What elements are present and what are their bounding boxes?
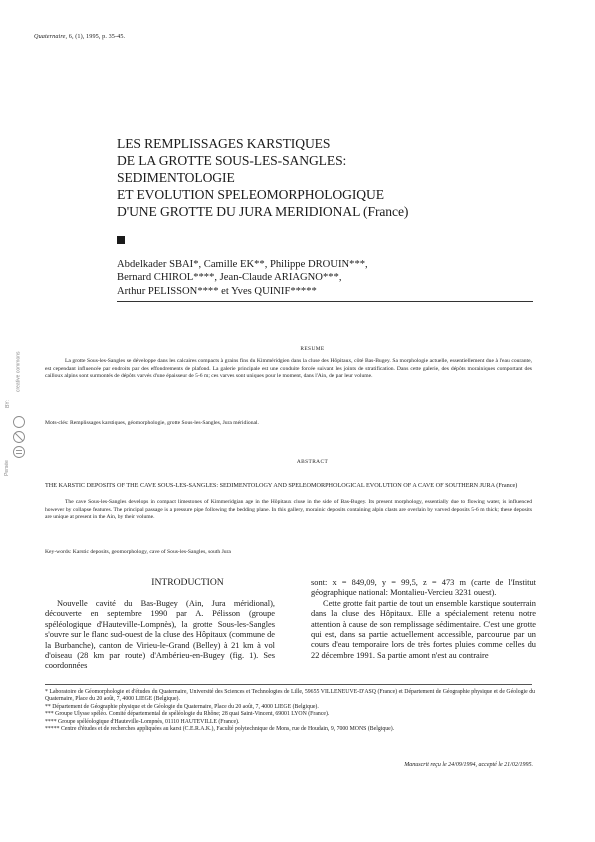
- intro-paragraph: Cette grotte fait partie de tout un ensemble karstique souterrain dans la cluse des Hôpitaux. Elle a spécialement retenu notre attention à cause de son remplissage sédimentaire. C'est une grotte qui est, dans sa partie actuellement accessible, parcourue par un cours d'eau temporaire lors de très fortes pluies comme celles du 22 décembre 1991. Sa partie amont n'est au contraire: [311, 598, 536, 660]
- abstract-heading: ABSTRACT: [296, 459, 329, 465]
- affiliation-footnotes: [45, 689, 535, 733]
- cc-by-circle-icon: [14, 417, 25, 428]
- introduction-left-column: Nouvelle cavité du Bas-Bugey (Ain, Jura méridional), découverte en septembre 1990 par A. Pélisson (groupe spéléologique d'Hauteville-Lompnès), la grotte Sous-les-Sangles s'ouvre sur le flanc sud-ouest de la cluse des Hôpitaux (commune de la Burbanche), canton de Virieu-le-Grand (Belley) à 21 km à vol d'oiseau (28 km par route) d'Ambérieu-en-Bugey (fig. 1). Ses coordonnées: [45, 599, 275, 671]
- mots-cles: Mots-clés: Remplissages karstiques, géomorphologie, grotte Sous-les-Sangles, Jura méridional.: [45, 420, 259, 426]
- title-square-marker: [117, 236, 125, 244]
- title-line: ET EVOLUTION SPELEOMORPHOLOGIQUE: [117, 187, 384, 202]
- abstract-title: THE KARSTIC DEPOSITS OF THE CAVE SOUS-LES-SANGLES: SEDIMENTOLOGY AND SPELEOMORPHOLOGICAL EVOLUTION OF A CAVE OF SOUTHERN JURA (France): [45, 482, 518, 489]
- author-list: [117, 258, 368, 298]
- journal-name: Quaternaire: [34, 33, 66, 40]
- footnote: * Laboratoire de Géomorphologie et d'études du Quaternaire, Université des Sciences et Technologies de Lille, 59655 VILLENEUVE-D'ASQ (France) et Département de Géographie physique et de Géologie du Quaternaire, Place du 20 août, 7, 4000 LIEGE (Belgique).: [45, 689, 535, 703]
- resume-text: La grotte Sous-les-Sangles se développe dans les calcaires compacts à grains fins du Kimméridgien dans la cluse des Hôpitaux, côté Bas-Bugey. Sa morphologie actuelle, essentiellement due à l'eau courante, est cependant influencée par endroits par des effondrements de plafond. La galerie principale est une conduite forcée suivant les joints de stratification. Dans cette galerie, des dépôts morainiques comportant des cailloux alpins sont surmontés de dépôts varvés d'une épaisseur de 5-6 m; ces varves sont uniques pour le moment, dans l'Ain, de par leur volume.: [45, 358, 532, 380]
- title-line: DE LA GROTTE SOUS-LES-SANGLES:: [117, 153, 347, 168]
- title-line: D'UNE GROTTE DU JURA MERIDIONAL (France): [117, 204, 409, 219]
- author-line: Arthur PELISSON**** et Yves QUINIF*****: [117, 285, 317, 297]
- cc-nd-circle-icon: [14, 447, 25, 458]
- author-line: Abdelkader SBAI*, Camille EK**, Philippe DROUIN***,: [117, 259, 368, 270]
- title-line: LES REMPLISSAGES KARSTIQUES: [117, 136, 331, 151]
- citation-details: , 6, (1), 1995, p. 35-45.: [65, 33, 126, 40]
- keywords: Key-words: Karstic deposits, geomorphology, cave of Sous-les-Sangles, south Jura: [45, 549, 231, 555]
- manuscript-dates: Manuscrit reçu le 24/09/1994, accepté le 21/02/1995.: [404, 762, 533, 768]
- footnote: ***** Centre d'études et de recherches appliquées au karst (C.E.R.A.K.), Faculté polytechnique de Mons, rue de Houdain, 9, 7000 MONS (Belgique).: [45, 726, 395, 733]
- footnote: **** Groupe spéléologique d'Hauteville-Lompnès, 01110 HAUTEVILLE (France).: [45, 718, 240, 725]
- header-divider: [117, 301, 533, 302]
- title-line: SEDIMENTOLOGIE: [117, 170, 235, 185]
- footnote: ** Département de Géographie physique et de Géologie du Quaternaire, Place du 20 août, 7, 4000 LIEGE (Belgique).: [45, 703, 319, 710]
- journal-citation: [34, 33, 125, 40]
- license-persee-label: Persée: [4, 460, 10, 476]
- footnote-divider: [45, 684, 532, 685]
- introduction-heading: INTRODUCTION: [151, 577, 224, 588]
- introduction-right-column: [311, 578, 536, 661]
- license-by-label: BY:: [5, 400, 11, 408]
- resume-heading: RESUME: [300, 346, 325, 352]
- footnote: *** Groupe Ulysse spéléo. Comité départemental de spéléologie du Rhône; 28 quai Saint-Vincent, 69001 LYON (France).: [45, 711, 330, 718]
- license-cc-label: creative commons: [15, 351, 22, 393]
- license-stamp: [4, 351, 33, 485]
- article-title: [117, 135, 408, 220]
- abstract-text: The cave Sous-les-Sangles develops in compact limestones of Kimmeridgian age in the Hôpitaux cluse in the side of Bas-Bugey. Its present morphology, essentially due to flowing water, is influenced however by collapse features. The principal passage is a pressure pipe following the bedding plane. In this gallery, morainic deposits containing alpin clasts are overlain by varved deposits 5-6 m thick; these deposits are unique at present in the Ain, by their volume.: [45, 499, 532, 521]
- intro-paragraph: sont: x = 849,09, y = 99,5, z = 473 m (carte de l'Institut géographique national: Montalieu-Vercieu 3231 ouest).: [311, 578, 536, 598]
- author-line: Bernard CHIROL****, Jean-Claude ARIAGNO***,: [117, 272, 342, 284]
